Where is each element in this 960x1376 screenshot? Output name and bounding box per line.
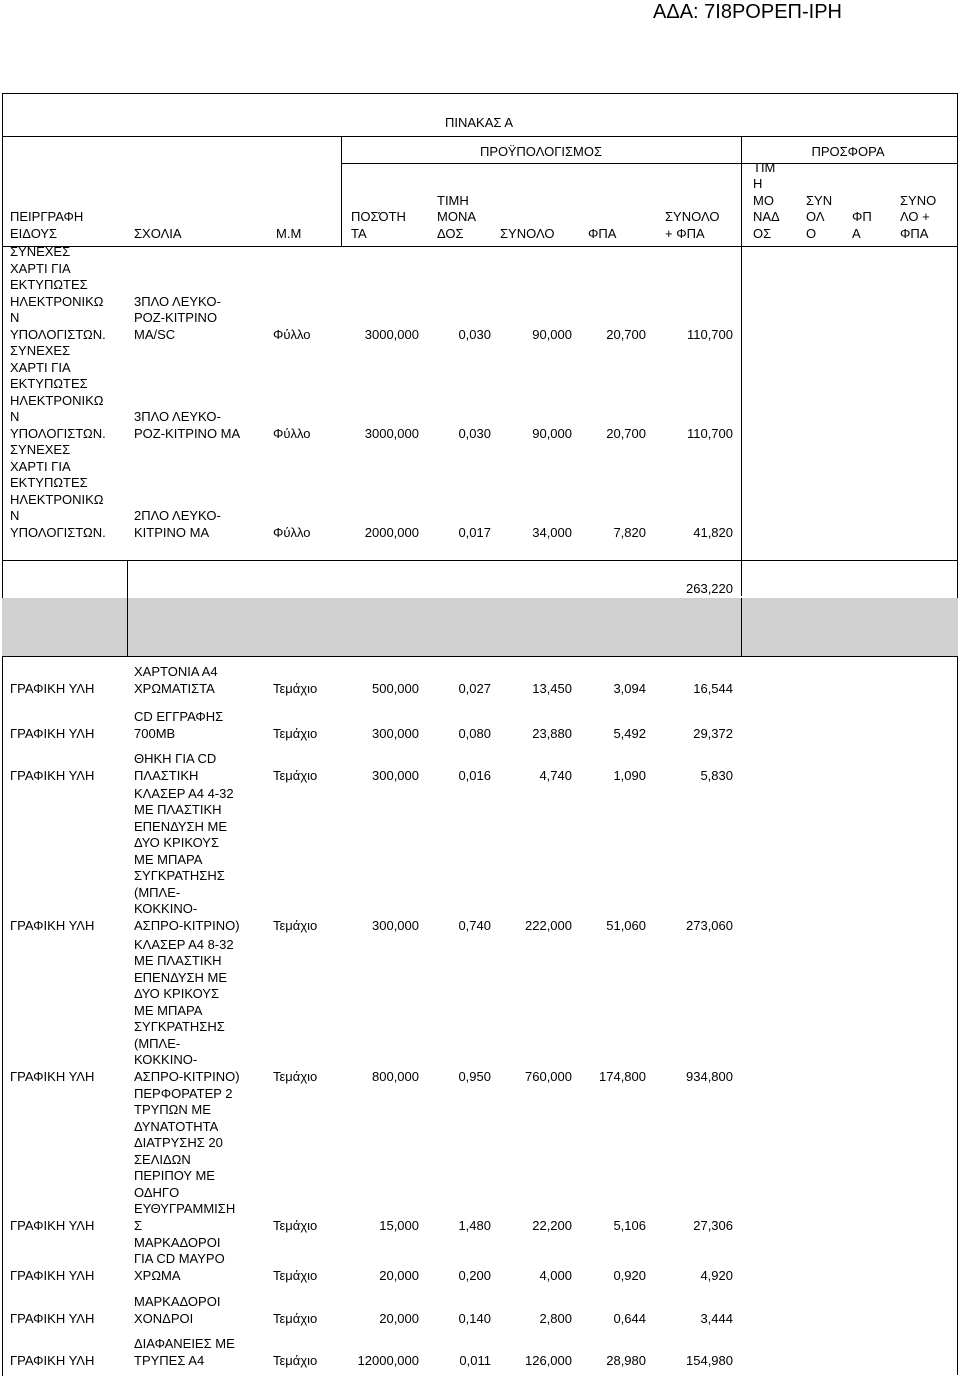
row-unit: Τεμάχιο [273,1217,318,1233]
offer-group-heading: ΠΡΟΣΦΟΡΑ [811,143,885,159]
table-title: ΠΙΝΑΚΑΣ Α [444,114,513,130]
row-vat: 0,644 [613,1310,646,1326]
row-total-vat: 154,980 [686,1352,733,1368]
row-unit: Φύλλο [273,425,311,441]
col-total-vat-header: ΣΥΝΟΛΟ + ΦΠΑ [665,209,720,241]
row-vat: 7,820 [613,524,646,540]
row-total-vat: 3,444 [700,1310,733,1326]
row-total: 4,000 [539,1267,572,1283]
row-vat: 51,060 [606,917,646,933]
row-vat: 1,090 [613,767,646,783]
row-qty: 800,000 [372,1068,419,1084]
row-unit-price: 0,030 [458,425,491,441]
row-qty: 300,000 [372,767,419,783]
col-unit-price-header: ΤΙΜΗ ΜΟΝΑ ΔΟΣ [437,192,476,241]
row-notes: ΜΑΡΚΑΔΟΡΟΙ ΓΙΑ CD ΜΑΥΡΟ ΧΡΩΜΑ [134,1234,225,1283]
row-notes: CD ΕΓΓΡΑΦΗΣ 700MB [134,709,224,741]
budget-group-heading: ΠΡΟΫΠΟΛΟΓΙΣΜΟΣ [480,143,602,159]
col-total-header: ΣΥΝΟΛΟ [500,225,555,241]
row-notes: ΚΛΑΣΕΡ Α4 4-32 ΜΕ ΠΛΑΣΤΙΚΗ ΕΠΕΝΔΥΣΗ ΜΕ ΔΥΟ ΚΡΙΚΟΥΣ ΜΕ ΜΠΑΡΑ ΣΥΓΚΡΑΤΗΣΗΣ (ΜΠΛΕ- ΚΟΚΚΙΝΟ- ΑΣΠΡΟ-ΚΙΤΡΙΝΟ) [134,785,240,933]
table-right-border [957,93,958,1375]
row-vat: 28,980 [606,1352,646,1368]
row-notes: ΜΑΡΚΑΔΟΡΟΙ ΧΟΝΔΡΟΙ [134,1294,221,1326]
col-offer-total-header: ΣΥΝ ΟΛ Ο [806,192,833,241]
row-unit-price: 0,140 [458,1310,491,1326]
row-total: 2,800 [539,1310,572,1326]
row-desc: ΓΡΑΦΙΚΗ ΥΛΗ [10,767,95,783]
header-line-top [2,136,958,137]
col-unit-header: Μ.Μ [276,225,302,241]
row-desc: ΓΡΑΦΙΚΗ ΥΛΗ [10,725,95,741]
row-total-vat: 29,372 [693,725,733,741]
col-notes-header: ΣΧΟΛΙΑ [134,225,182,241]
row-unit: Τεμάχιο [273,767,318,783]
row-unit-price: 0,200 [458,1267,491,1283]
row-total-vat: 110,700 [686,425,733,441]
row-unit-price: 0,017 [458,524,491,540]
row-vat: 174,800 [599,1068,646,1084]
row-desc: ΓΡΑΦΙΚΗ ΥΛΗ [10,1352,95,1368]
col-desc-header: ΠΕΙΡΓΡΑΦΗ ΕΙΔΟΥΣ [10,209,84,241]
row-total-vat: 273,060 [686,917,733,933]
row-unit: Φύλλο [273,326,311,342]
col-offer-price-header: ΤΙΜ Η ΜΟ ΝΑΔ ΟΣ [753,159,780,241]
row-desc: ΓΡΑΦΙΚΗ ΥΛΗ [10,1068,95,1084]
budget-left-line [341,136,342,246]
gray-divider-2 [741,598,742,656]
budget-group-line [341,163,741,164]
section-a-sum: 263,220 [686,580,733,596]
row-qty: 20,000 [379,1267,419,1283]
row-notes: ΔΙΑΦΑΝΕΙΕΣ ΜΕ ΤΡΥΠΕΣ Α4 [134,1336,235,1368]
row-notes: ΠΕΡΦΟΡΑΤΕΡ 2 ΤΡΥΠΩΝ ΜΕ ΔΥΝΑΤΟΤΗΤΑ ΔΙΑΤΡΥΣΗΣ 20 ΣΕΛΙΔΩΝ ΠΕΡΙΠΟΥ ΜΕ ΟΔΗΓΟ ΕΥΘΥΓΡΑΜΜΙΣΗ Σ [134,1085,236,1233]
row-total: 90,000 [532,425,572,441]
row-qty: 3000,000 [364,425,419,441]
row-unit-price: 0,016 [458,767,491,783]
row-vat: 5,106 [613,1217,646,1233]
row-total-vat: 934,800 [686,1068,733,1084]
row-unit-price: 1,480 [458,1217,491,1233]
row-total-vat: 110,700 [686,326,733,342]
row-desc: ΣΥΝΕΧΕΣ ΧΑΡΤΙ ΓΙΑ ΕΚΤΥΠΩΤΕΣ ΗΛΕΚΤΡΟΝΙΚΩ Ν ΥΠΟΛΟΓΙΣΤΩΝ. [10,343,106,441]
row-total: 222,000 [525,917,572,933]
row-qty: 12000,000 [357,1352,419,1368]
row-total-vat: 5,830 [700,767,733,783]
row-total-vat: 16,544 [693,680,733,696]
col-qty-header: ΠΟΣΌΤΗ ΤΑ [351,209,406,241]
row-qty: 20,000 [379,1310,419,1326]
row-vat: 3,094 [613,680,646,696]
row-vat: 0,920 [613,1267,646,1283]
row-qty: 15,000 [379,1217,419,1233]
row-total: 23,880 [532,725,572,741]
row-unit: Τεμάχιο [273,1352,318,1368]
row-vat: 20,700 [606,326,646,342]
row-desc: ΣΥΝΕΧΕΣ ΧΑΡΤΙ ΓΙΑ ΕΚΤΥΠΩΤΕΣ ΗΛΕΚΤΡΟΝΙΚΩ Ν ΥΠΟΛΟΓΙΣΤΩΝ. [10,244,106,342]
row-qty: 2000,000 [364,524,419,540]
row-unit-price: 0,030 [458,326,491,342]
empty-shaded-row [2,598,958,656]
row-notes: 3ΠΛΟ ΛΕΥΚΟ- ΡΟΖ-ΚΙΤΡΙΝΟ ΜΑ [134,409,241,441]
row-desc: ΓΡΑΦΙΚΗ ΥΛΗ [10,917,95,933]
col-offer-vat-header: ΦΠ Α [852,209,872,241]
row-notes: ΘΗΚΗ ΓΙΑ CD ΠΛΑΣΤΙΚΗ [134,751,217,783]
row-unit: Τεμάχιο [273,1310,318,1326]
row-unit-price: 0,011 [459,1352,491,1368]
row-desc: ΣΥΝΕΧΕΣ ΧΑΡΤΙ ΓΙΑ ΕΚΤΥΠΩΤΕΣ ΗΛΕΚΤΡΟΝΙΚΩ Ν ΥΠΟΛΟΓΙΣΤΩΝ. [10,442,106,540]
offer-left-line [741,136,742,596]
row-notes: 2ΠΛΟ ΛΕΥΚΟ- ΚΙΤΡΙΝΟ ΜΑ [134,508,221,540]
gray-bottom [2,656,958,657]
row-total: 13,450 [532,680,572,696]
row-total: 4,740 [539,767,572,783]
row-total: 22,200 [532,1217,572,1233]
row-qty: 500,000 [372,680,419,696]
row-unit-price: 0,950 [458,1068,491,1084]
document-reference: ΑΔΑ: 7Ι8ΡΟΡΕΠ-ΙΡΗ [653,1,842,23]
row-qty: 300,000 [372,725,419,741]
row-desc: ΓΡΑΦΙΚΗ ΥΛΗ [10,1217,95,1233]
row-total: 90,000 [532,326,572,342]
row-notes: 3ΠΛΟ ΛΕΥΚΟ- ΡΟΖ-ΚΙΤΡΙΝΟ ΜΑ/SC [134,293,221,342]
row-total-vat: 4,920 [700,1267,733,1283]
section-a-end [2,560,958,561]
col-vat-header: ΦΠΑ [588,225,617,241]
row-total-vat: 41,820 [693,524,733,540]
row-notes: ΚΛΑΣΕΡ Α4 8-32 ΜΕ ΠΛΑΣΤΙΚΗ ΕΠΕΝΔΥΣΗ ΜΕ ΔΥΟ ΚΡΙΚΟΥΣ ΜΕ ΜΠΑΡΑ ΣΥΓΚΡΑΤΗΣΗΣ (ΜΠΛΕ- ΚΟΚΚΙΝΟ- ΑΣΠΡΟ-ΚΙΤΡΙΝΟ) [134,936,240,1084]
gray-divider-1 [127,598,128,656]
row-qty: 3000,000 [364,326,419,342]
row-total: 126,000 [525,1352,572,1368]
row-unit: Τεμάχιο [273,917,318,933]
row-unit: Φύλλο [273,524,311,540]
row-unit: Τεμάχιο [273,1267,318,1283]
row-unit-price: 0,740 [458,917,491,933]
row-total-vat: 27,306 [693,1217,733,1233]
row-total: 34,000 [532,524,572,540]
row-unit: Τεμάχιο [273,680,318,696]
header-line-bottom [2,246,958,247]
row-desc: ΓΡΑΦΙΚΗ ΥΛΗ [10,1267,95,1283]
row-notes: ΧΑΡΤΟΝΙΑ Α4 ΧΡΩΜΑΤΙΣΤΑ [134,664,218,696]
row-vat: 5,492 [613,725,646,741]
row-unit: Τεμάχιο [273,725,318,741]
row-desc: ΓΡΑΦΙΚΗ ΥΛΗ [10,680,95,696]
row-qty: 300,000 [372,917,419,933]
row-unit: Τεμάχιο [273,1068,318,1084]
row-desc: ΓΡΑΦΙΚΗ ΥΛΗ [10,1310,95,1326]
row-unit-price: 0,080 [458,725,491,741]
row-vat: 20,700 [606,425,646,441]
col-offer-total-vat-header: ΣΥΝΟ ΛΟ + ΦΠΑ [900,192,937,241]
sum-divider [127,560,128,600]
row-unit-price: 0,027 [458,680,491,696]
row-total: 760,000 [525,1068,572,1084]
